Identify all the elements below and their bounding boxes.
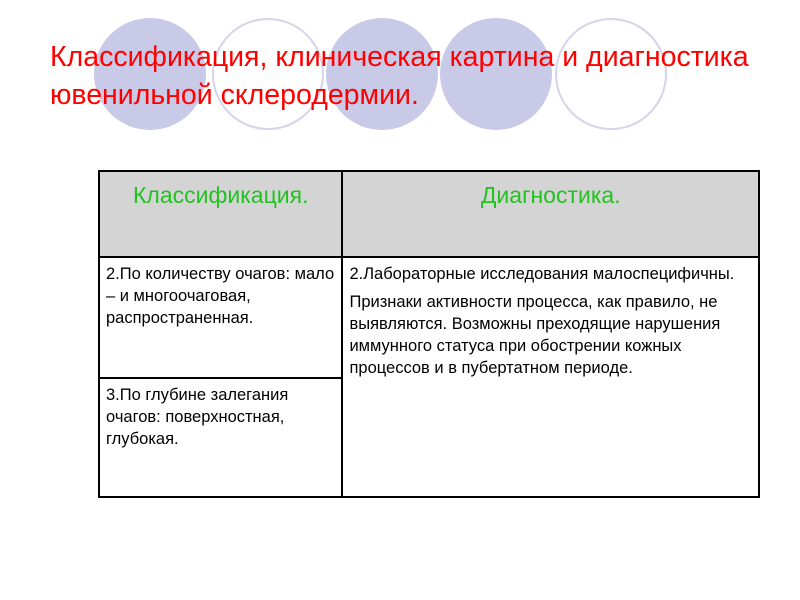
table-header-row <box>99 171 759 257</box>
diagnostics-paragraph: Признаки активности процесса, как правило, не выявляются. Возможны преходящие нарушения иммунного статуса при обострении кожных процессов и в пубертатном периоде. <box>349 293 721 377</box>
classification-cell-depth: 3.По глубине залегания очагов: поверхностная, глубокая. <box>99 378 342 497</box>
diagnostics-paragraph: 2.Лабораторные исследования малоспецифичны. <box>349 265 735 283</box>
header-diagnostics: Диагностика. <box>342 171 759 257</box>
classification-cell-quantity: 2.По количеству очагов: мало – и многоочаговая, распространенная. <box>99 257 342 378</box>
table-row <box>99 257 759 378</box>
slide-title: Классификация, клиническая картина и диагностика ювенильной склеродермии. <box>50 41 749 111</box>
header-classification: Классификация. <box>99 171 342 257</box>
diagnostics-cell <box>342 257 759 497</box>
classification-table <box>98 170 760 498</box>
